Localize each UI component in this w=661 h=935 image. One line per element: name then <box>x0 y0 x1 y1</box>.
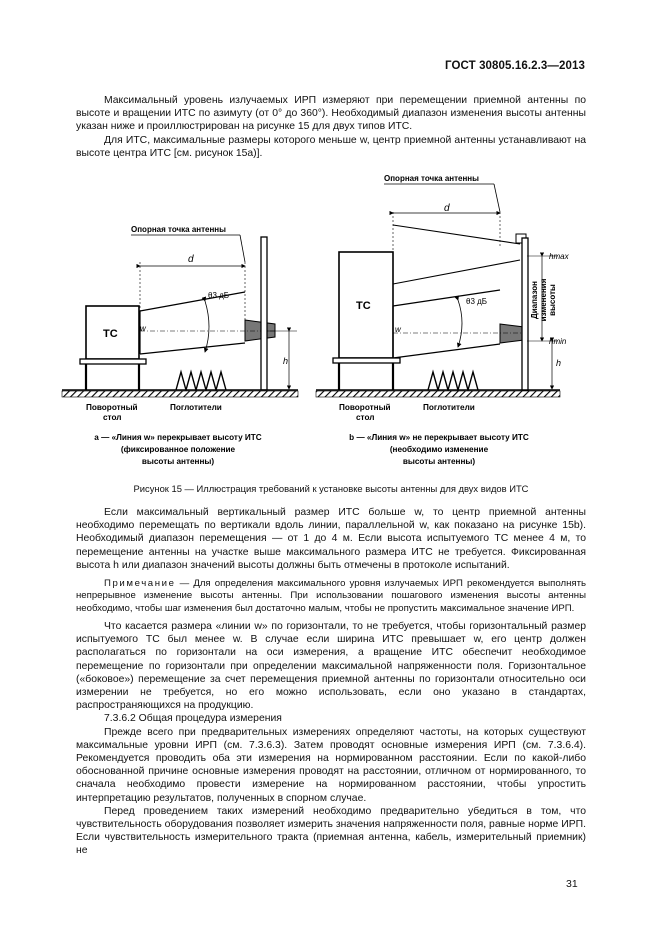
intro-paragraph-2: Для ИТС, максимальные размеры которого меньше w, центр приемной антенны устанавливают на высоте центра ИТС [см. рисунок 15а)]. <box>76 134 586 159</box>
w-label-b: w <box>395 325 401 334</box>
section-heading: 7.3.6.2 Общая процедура измерения <box>104 713 282 725</box>
page-number: 31 <box>566 878 578 890</box>
body-paragraph-2: Что касается размера «линии w» по горизонтали, то не требуется, чтобы горизонтальный размер испытуемого ТС был менее w. В случае если ширина ИТС превышает w, его центр должен располагаться по горизонтали на оси измерения, а вращение ИТС обеспечит необходимое перемещение по горизонтали при определении максимальной напряженности поля. Горизонтальное («боковое») перемещение за счет перемещения приемной антенны по горизонтали относительно оси измерении не требуется, но его можно использовать, если оно указано в стандартах, распространяющихся на продукцию. <box>76 621 586 712</box>
body-paragraph-3: Прежде всего при предварительных измерениях определяют частоты, на которых существуют максимальные уровни ИРП (см. 7.3.6.3). Затем проводят основные измерения ИРП (см. 7.3.6.4). Рекомендуется проводить оба эти измерения на нормированном расстоянии. Если по какой-либо обоснованной причине основные измерения проводят на расстоянии, отличном от нормированного, то сначала необходимо провести измерение на нормированном расстоянии, чтобы упростить интерпретацию результатов, полученных в спорном случае. <box>76 726 586 804</box>
hmin-label: hmin <box>549 337 567 346</box>
note-text: — Для определения максимального уровня излучаемых ИРП рекомендуется выполнять непрерывное изменение высоты антенны. При использовании пошагового изменения высоты антенны необходимо, чтобы шаг изменения был достаточно малым, чтобы не пропустить максимальное значение ИРП. <box>76 578 586 614</box>
turntable-label-b-2: стол <box>356 413 375 422</box>
ref-point-label-b: Опорная точка антенны <box>384 174 479 183</box>
ts-label-a: ТС <box>103 328 118 340</box>
theta-label-a: θ3 дБ <box>208 291 230 300</box>
theta-label-b: θ3 дБ <box>466 297 488 306</box>
document-header: ГОСТ 30805.16.2.3—2013 <box>445 60 585 72</box>
figure-caption: Рисунок 15 — Иллюстрация требований к установке высоты антенны для двух видов ИТС <box>133 483 529 494</box>
mast-b <box>522 238 528 391</box>
range-label-3: высоты <box>548 284 557 316</box>
ref-point-label-a: Опорная точка антенны <box>131 225 226 234</box>
ground-plane-a <box>62 391 298 397</box>
d-label-b: d <box>444 203 450 214</box>
figure-panel-b <box>316 174 570 466</box>
subcaption-b-1: b — «Линия w» не перекрывает высоту ИТС <box>349 433 529 442</box>
antenna-b <box>500 324 524 343</box>
turntable-label-b-1: Поворотный <box>339 403 391 412</box>
mast-a <box>261 237 267 390</box>
absorbers-label-a: Поглотители <box>170 403 222 412</box>
ts-label-b: ТС <box>356 300 371 312</box>
body-paragraph-1: Если максимальный вертикальный размер ИТС больше w, то центр приемной антенны необходимо перемещать по вертикали вдоль линии, параллельной w, как показано на рисунке 15b). Необходимый диапазон перемещения — от 1 до 4 м. Если высота испытуемого ТС менее 4 м, то перемещение антенны на участке выше максимального размера ИТС не требуется. Фиксированная высота h или диапазон значений высоты должны быть отмечены в протоколе испытаний. <box>76 507 586 571</box>
note-paragraph <box>76 578 586 615</box>
absorbers-b <box>428 372 478 390</box>
figure-panel-a <box>62 225 298 466</box>
subcaption-a-2: (фиксированное положение <box>120 445 236 454</box>
h-label-a: h <box>283 356 289 366</box>
d-label-a: d <box>188 254 194 265</box>
note-block <box>76 578 586 615</box>
h-label-b: h <box>556 358 562 368</box>
range-label-2: изменения <box>539 278 548 322</box>
turntable-label-a-1: Поворотный <box>86 403 138 412</box>
absorbers-a <box>176 372 226 390</box>
ground-plane-b <box>316 391 560 397</box>
absorbers-label-b: Поглотители <box>423 403 475 412</box>
range-label-1: Диапазон <box>530 281 539 319</box>
subcaption-b-2: (необходимо изменение <box>389 445 489 454</box>
body-block-1 <box>76 506 586 572</box>
body-block-2 <box>76 620 586 858</box>
turntable-label-a-2: стол <box>103 413 122 422</box>
antenna-a <box>245 320 275 341</box>
note-label: Примечание <box>104 578 176 589</box>
intro-paragraph-1: Максимальный уровень излучаемых ИРП измеряют при перемещении приемной антенны по высоте и вращении ИТС по азимуту (от 0° до 360°). Необходимый диапазон изменения высоты антенны указан ниже и проиллюстрирован на рисунке 15 для двух типов ИТС. <box>76 95 586 133</box>
hmax-label: hmax <box>549 252 569 261</box>
subcaption-a-3: высоты антенны) <box>141 457 215 466</box>
w-label-a: w <box>140 324 146 333</box>
subcaption-b-3: высоты антенны) <box>402 457 476 466</box>
subcaption-a-1: а — «Линия w» перекрывает высоту ИТС <box>94 433 262 442</box>
body-paragraph-4: Перед проведением таких измерений необходимо предварительно убедиться в том, что чувствительность оборудования позволяет измерить значения напряженности поля, равные норме ИРП. Если чувствительность измерительного тракта (приемная антенна, кабель, измерительный приемник) не <box>76 805 586 857</box>
